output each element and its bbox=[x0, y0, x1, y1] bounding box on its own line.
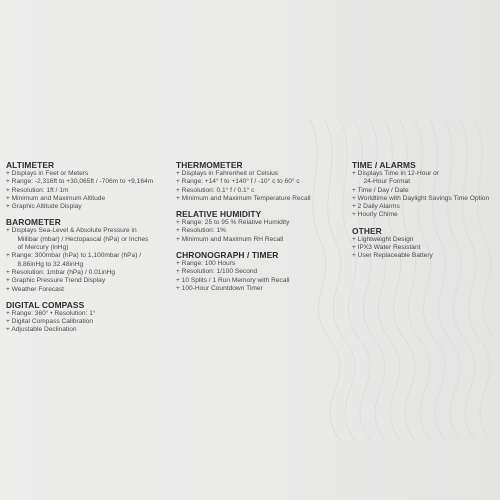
chronograph-timer-section bbox=[176, 250, 350, 293]
list-item: + Range: 300mbar (hPa) to 1,100mbar (hPa) / 8.86inHg to 32.48inHg bbox=[6, 252, 142, 268]
list-item: + Weather Forecast bbox=[6, 285, 64, 293]
list-item: + Worldtime with Daylight Savings Time Option bbox=[352, 194, 490, 202]
list-item: + Resolution: 1ft / 1m bbox=[6, 186, 69, 194]
list-item: + Minimum and Maximum Temperature Recall bbox=[176, 194, 311, 202]
list-item: + 10 Splits / 1 Run Memory with Recall bbox=[176, 276, 290, 284]
section-title: RELATIVE HUMIDITY bbox=[176, 209, 262, 220]
section-title: OTHER bbox=[352, 225, 382, 236]
list-item: + User Replaceable Battery bbox=[352, 252, 433, 260]
altimeter-section bbox=[6, 160, 174, 211]
list-item: + Minimum and Maximum Altitude bbox=[6, 194, 106, 202]
section-title: THERMOMETER bbox=[176, 160, 243, 170]
digital-compass-section bbox=[6, 300, 174, 335]
list-item: + Graphic Pressure Trend Display bbox=[6, 277, 106, 285]
list-item: + Resolution: 1/100 Second bbox=[176, 268, 258, 276]
list-item: + Graphic Altitude Display bbox=[6, 203, 82, 211]
section-title: DIGITAL COMPASS bbox=[6, 299, 85, 310]
list-item: + Range: -2,316ft to +30,065ft / -706m to +9,164m bbox=[6, 178, 154, 186]
list-item: + Displays in Fahrenheit or Celsius bbox=[176, 170, 279, 177]
list-item: + Lightweight Design bbox=[352, 235, 414, 243]
list-item: + Range: 100 Hours bbox=[176, 260, 236, 268]
list-item: + Displays in Feet or Meters bbox=[6, 170, 89, 177]
list-item: + Range: +14° f to +140° f / -10° c to 60° c bbox=[176, 178, 300, 186]
list-item: + Range: 360° • Resolution: 1° bbox=[6, 309, 96, 317]
list-item: + Adjustable Declination bbox=[6, 326, 77, 334]
section-title: ALTIMETER bbox=[6, 160, 55, 170]
list-item: + Digital Compass Calibration bbox=[6, 318, 94, 326]
thermometer-section bbox=[176, 160, 350, 203]
spec-column-2 bbox=[176, 160, 350, 299]
relative-humidity-section bbox=[176, 209, 350, 244]
other-section bbox=[352, 226, 498, 261]
list-item: + Resolution: 1% bbox=[176, 227, 227, 235]
list-item: + Displays Sea-Level & Absolute Pressure in Millibar (mbar) / Hectopascal (hPa) or Inches of Mercury (inHg) bbox=[6, 227, 149, 252]
section-title: CHRONOGRAPH / TIMER bbox=[176, 250, 279, 261]
list-item: + Minimum and Maximum RH Recall bbox=[176, 235, 284, 243]
barometer-section bbox=[6, 217, 174, 293]
list-item: + Range: 25 to 95 % Relative Humidity bbox=[176, 219, 290, 227]
list-item: + IPX3 Water Resistant bbox=[352, 244, 421, 252]
list-item: + Displays Time in 12-Hour or 24-Hour Format bbox=[352, 170, 440, 186]
time-alarms-section bbox=[352, 160, 498, 220]
list-item: + Time / Day / Date bbox=[352, 186, 409, 194]
spec-column-3 bbox=[352, 160, 498, 267]
list-item: + Resolution: 0.1° f / 0.1° c bbox=[176, 186, 255, 194]
list-item: + 100-Hour Countdown Timer bbox=[176, 284, 263, 292]
list-item: + Resolution: 1mbar (hPa) / 0.01inHg bbox=[6, 268, 116, 276]
list-item: + Hourly Chime bbox=[352, 211, 398, 219]
section-title: TIME / ALARMS bbox=[352, 160, 416, 170]
list-item: + 2 Daily Alarms bbox=[352, 203, 400, 211]
spec-column-1 bbox=[6, 160, 174, 341]
section-title: BAROMETER bbox=[6, 217, 61, 228]
